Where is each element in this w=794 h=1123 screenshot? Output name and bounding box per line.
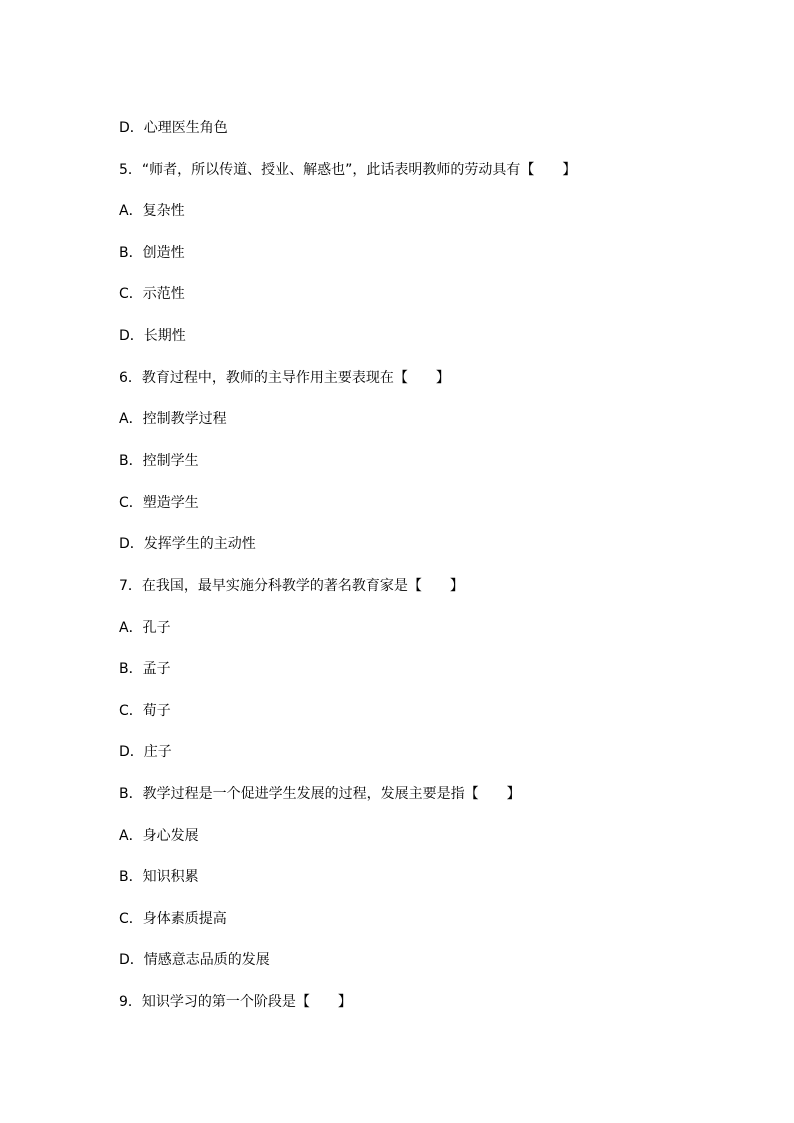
question-7-option-d: D．庄子 [119,744,172,760]
question-6-option-b: B．控制学生 [119,453,199,469]
question-9: 9．知识学习的第一个阶段是【 】 [119,994,352,1010]
question-8-option-a: A．身心发展 [119,828,199,844]
question-8: B．教学过程是一个促进学生发展的过程，发展主要是指【 】 [119,786,521,802]
question-7-option-a: A．孔子 [119,620,171,636]
question-6-option-a: A．控制教学过程 [119,411,227,427]
question-8-option-b: B．知识积累 [119,869,199,885]
question-5-option-a: A．复杂性 [119,203,185,219]
question-6-option-c: C．塑造学生 [119,495,199,511]
question-7-option-c: C．荀子 [119,703,171,719]
question-6: 6．教育过程中，教师的主导作用主要表现在【 】 [119,370,450,386]
question-6-option-d: D．发挥学生的主动性 [119,536,256,552]
question-8-option-c: C．身体素质提高 [119,911,227,927]
question-5-option-d: D．长期性 [119,328,186,344]
question-5-option-b: B．创造性 [119,245,185,261]
option-5-previous-d: D．心理医生角色 [119,120,228,136]
question-5: 5．“师者，所以传道、授业、解惑也”，此话表明教师的劳动具有【 】 [119,162,577,178]
question-8-option-d: D．情感意志品质的发展 [119,952,270,968]
question-7-option-b: B．孟子 [119,661,171,677]
question-7: 7．在我国，最早实施分科教学的著名教育家是【 】 [119,578,464,594]
question-5-option-c: C．示范性 [119,286,185,302]
